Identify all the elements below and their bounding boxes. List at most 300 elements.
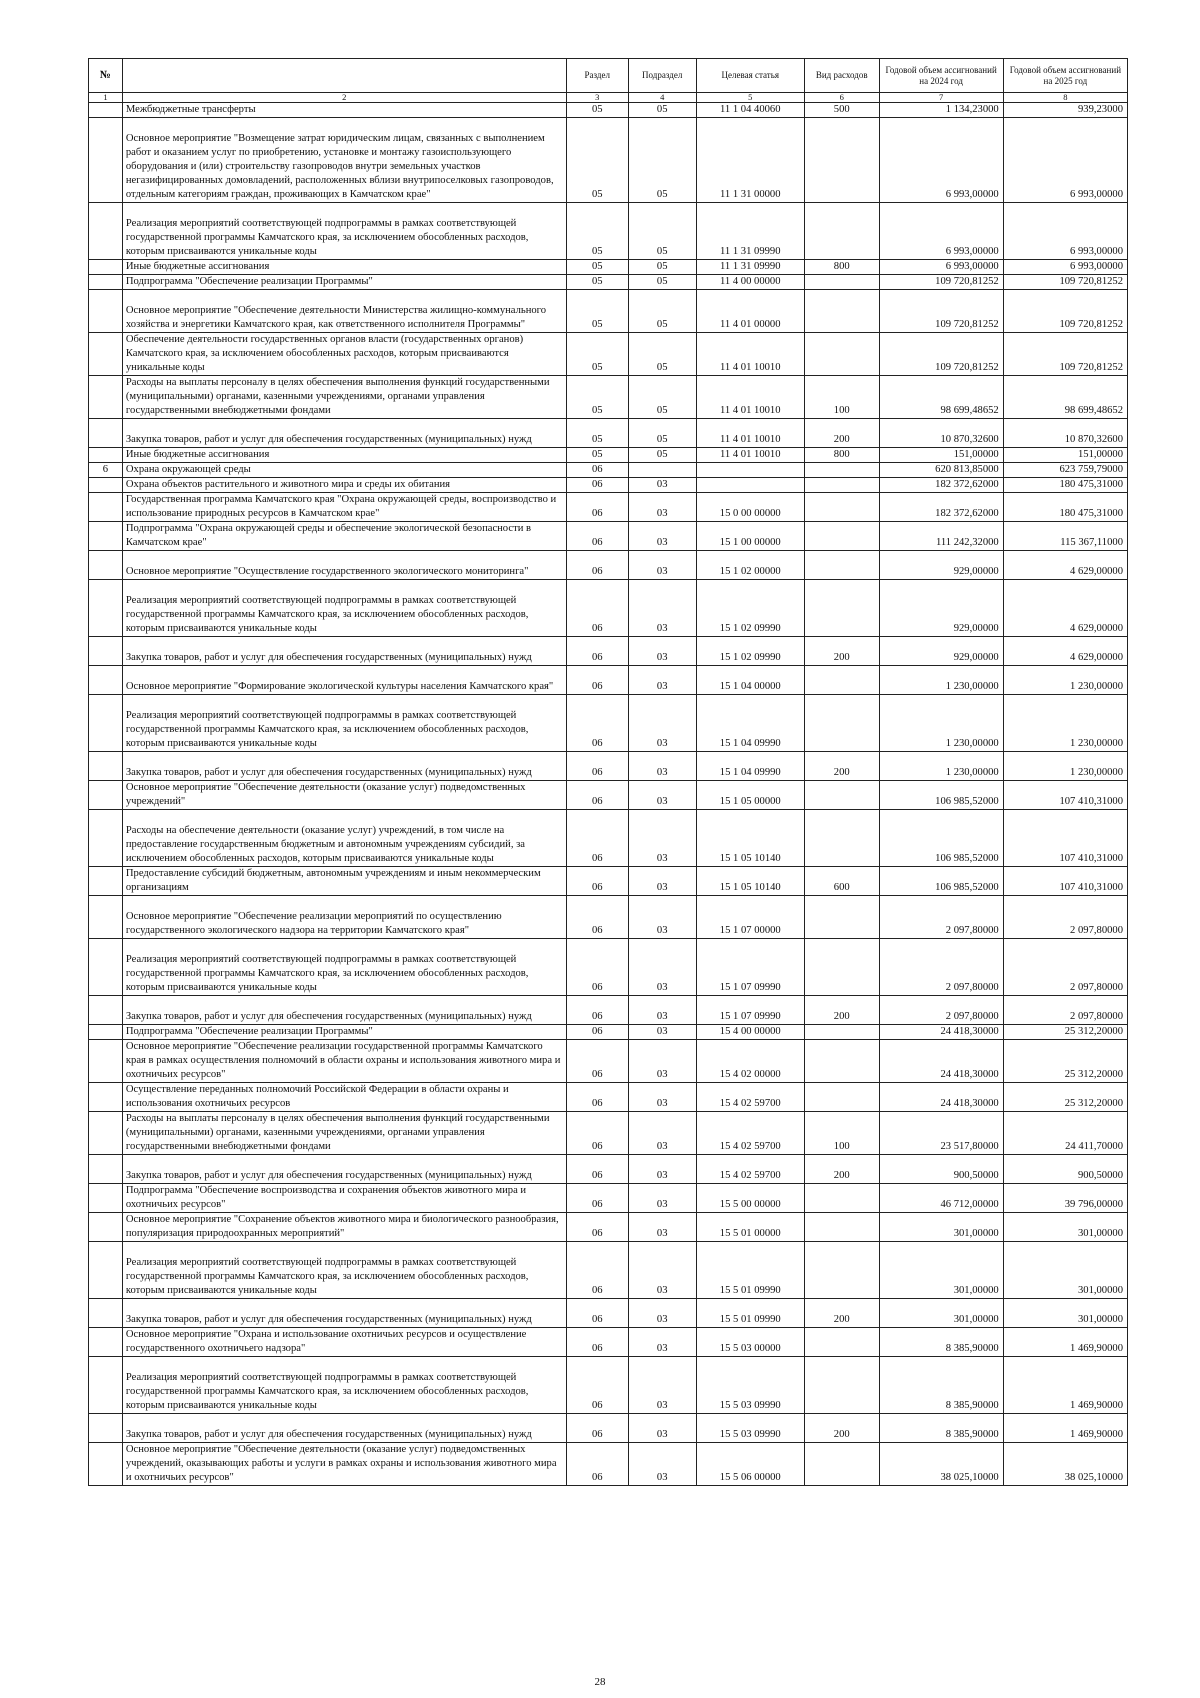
cell-2024: 6 993,00000 <box>879 260 1003 275</box>
cell-podrazdel: 05 <box>628 333 696 376</box>
column-index: 7 <box>879 93 1003 103</box>
cell-podrazdel: 03 <box>628 1184 696 1213</box>
cell-number <box>89 1112 123 1155</box>
cell-vid: 100 <box>804 1112 879 1155</box>
cell-number <box>89 1083 123 1112</box>
table-row <box>89 1443 1128 1486</box>
cell-statya: 15 0 00 00000 <box>696 493 804 522</box>
cell-number <box>89 1025 123 1040</box>
cell-number <box>89 290 123 333</box>
cell-2024: 106 985,52000 <box>879 810 1003 867</box>
cell-statya: 15 5 00 00000 <box>696 1184 804 1213</box>
cell-2024: 2 097,80000 <box>879 896 1003 939</box>
cell-2024: 301,00000 <box>879 1213 1003 1242</box>
cell-statya <box>696 463 804 478</box>
table-row <box>89 275 1128 290</box>
cell-2025: 25 312,20000 <box>1003 1040 1127 1083</box>
cell-vid: 200 <box>804 1414 879 1443</box>
cell-name: Межбюджетные трансферты <box>122 103 566 118</box>
table-row <box>89 493 1128 522</box>
table-row <box>89 1242 1128 1299</box>
cell-2024: 6 993,00000 <box>879 203 1003 260</box>
header-podrazdel: Подраздел <box>628 59 696 93</box>
cell-vid <box>804 580 879 637</box>
table-row <box>89 896 1128 939</box>
cell-2024: 151,00000 <box>879 448 1003 463</box>
cell-statya: 15 5 03 09990 <box>696 1414 804 1443</box>
table-row <box>89 1040 1128 1083</box>
cell-razdel: 06 <box>566 1083 628 1112</box>
cell-podrazdel: 05 <box>628 103 696 118</box>
table-row <box>89 419 1128 448</box>
cell-statya: 15 4 02 59700 <box>696 1155 804 1184</box>
cell-statya: 15 5 01 09990 <box>696 1299 804 1328</box>
cell-number <box>89 1040 123 1083</box>
cell-vid <box>804 1443 879 1486</box>
cell-2024: 1 230,00000 <box>879 752 1003 781</box>
cell-statya: 15 5 01 00000 <box>696 1213 804 1242</box>
cell-2025: 4 629,00000 <box>1003 580 1127 637</box>
cell-2024: 2 097,80000 <box>879 996 1003 1025</box>
cell-2025: 180 475,31000 <box>1003 478 1127 493</box>
cell-podrazdel: 03 <box>628 1025 696 1040</box>
cell-statya: 15 1 02 09990 <box>696 637 804 666</box>
table-row <box>89 118 1128 203</box>
cell-2025: 2 097,80000 <box>1003 939 1127 996</box>
cell-name: Иные бюджетные ассигнования <box>122 260 566 275</box>
table-row <box>89 1155 1128 1184</box>
cell-2024: 24 418,30000 <box>879 1040 1003 1083</box>
cell-statya: 15 4 02 59700 <box>696 1083 804 1112</box>
cell-podrazdel: 05 <box>628 419 696 448</box>
cell-razdel: 06 <box>566 463 628 478</box>
budget-table <box>88 58 1128 1486</box>
cell-number <box>89 203 123 260</box>
cell-2025: 2 097,80000 <box>1003 896 1127 939</box>
cell-name: Основное мероприятие "Сохранение объектов животного мира и биологического разнообразия, популяризация природоохранных мероприятий" <box>122 1213 566 1242</box>
cell-vid <box>804 781 879 810</box>
cell-razdel: 06 <box>566 1299 628 1328</box>
cell-podrazdel: 03 <box>628 867 696 896</box>
cell-number <box>89 103 123 118</box>
cell-statya: 15 5 01 09990 <box>696 1242 804 1299</box>
cell-name: Подпрограмма "Обеспечение реализации Программы" <box>122 1025 566 1040</box>
cell-2024: 111 242,32000 <box>879 522 1003 551</box>
cell-statya: 11 1 31 00000 <box>696 118 804 203</box>
cell-name: Расходы на выплаты персоналу в целях обеспечения выполнения функций государственными (муниципальными) органами, казенными учреждениями, органами управления государственными внебюджетными фондами <box>122 376 566 419</box>
cell-razdel: 05 <box>566 203 628 260</box>
cell-name: Закупка товаров, работ и услуг для обеспечения государственных (муниципальных) нужд <box>122 1299 566 1328</box>
cell-razdel: 06 <box>566 867 628 896</box>
table-row <box>89 1025 1128 1040</box>
cell-2024: 10 870,32600 <box>879 419 1003 448</box>
cell-name: Закупка товаров, работ и услуг для обеспечения государственных (муниципальных) нужд <box>122 752 566 781</box>
cell-number <box>89 522 123 551</box>
cell-number <box>89 810 123 867</box>
cell-name: Охрана окружающей среды <box>122 463 566 478</box>
table-row <box>89 448 1128 463</box>
cell-vid <box>804 1213 879 1242</box>
cell-razdel: 06 <box>566 939 628 996</box>
cell-vid: 600 <box>804 867 879 896</box>
cell-podrazdel: 03 <box>628 1414 696 1443</box>
cell-razdel: 06 <box>566 1242 628 1299</box>
cell-vid <box>804 1040 879 1083</box>
cell-number <box>89 695 123 752</box>
cell-2025: 1 469,90000 <box>1003 1328 1127 1357</box>
cell-number <box>89 896 123 939</box>
cell-2024: 929,00000 <box>879 637 1003 666</box>
cell-name: Закупка товаров, работ и услуг для обеспечения государственных (муниципальных) нужд <box>122 1155 566 1184</box>
cell-name: Основное мероприятие "Возмещение затрат юридическим лицам, связанных с выполнением работ и оказанием услуг по приобретению, установке и монтажу газоиспользующего оборудования и (или) строительству газопроводов внутри земельных участков негазифицированных домовладений, расположенных вблизи внутрипоселковых газопроводов, отдельным категориям граждан, проживающих в Камчатском крае" <box>122 118 566 203</box>
cell-podrazdel: 03 <box>628 637 696 666</box>
cell-2025: 6 993,00000 <box>1003 203 1127 260</box>
cell-2025: 4 629,00000 <box>1003 637 1127 666</box>
cell-2024: 929,00000 <box>879 551 1003 580</box>
cell-vid <box>804 493 879 522</box>
cell-razdel: 06 <box>566 1040 628 1083</box>
page-number: 28 <box>594 1676 606 1688</box>
cell-name: Реализация мероприятий соответствующей подпрограммы в рамках соответствующей государственной программы Камчатского края, за исключением обособленных расходов, которым присваиваются уникальные коды <box>122 580 566 637</box>
cell-number <box>89 1328 123 1357</box>
cell-2025: 1 469,90000 <box>1003 1357 1127 1414</box>
cell-2025: 2 097,80000 <box>1003 996 1127 1025</box>
cell-razdel: 05 <box>566 333 628 376</box>
cell-2025: 25 312,20000 <box>1003 1025 1127 1040</box>
cell-statya: 15 1 00 00000 <box>696 522 804 551</box>
table-row <box>89 867 1128 896</box>
cell-razdel: 05 <box>566 376 628 419</box>
cell-name: Реализация мероприятий соответствующей подпрограммы в рамках соответствующей государственной программы Камчатского края, за исключением обособленных расходов, которым присваиваются уникальные коды <box>122 203 566 260</box>
cell-2024: 8 385,90000 <box>879 1357 1003 1414</box>
cell-2024: 6 993,00000 <box>879 118 1003 203</box>
cell-vid: 100 <box>804 376 879 419</box>
cell-2025: 1 230,00000 <box>1003 752 1127 781</box>
cell-2025: 4 629,00000 <box>1003 551 1127 580</box>
cell-vid: 800 <box>804 260 879 275</box>
cell-statya: 15 1 04 00000 <box>696 666 804 695</box>
cell-name: Реализация мероприятий соответствующей подпрограммы в рамках соответствующей государственной программы Камчатского края, за исключением обособленных расходов, которым присваиваются уникальные коды <box>122 695 566 752</box>
cell-number <box>89 1443 123 1486</box>
cell-razdel: 05 <box>566 290 628 333</box>
cell-podrazdel: 03 <box>628 752 696 781</box>
cell-podrazdel: 03 <box>628 1083 696 1112</box>
cell-2025: 107 410,31000 <box>1003 867 1127 896</box>
cell-number <box>89 1242 123 1299</box>
cell-2025: 98 699,48652 <box>1003 376 1127 419</box>
cell-name: Основное мероприятие "Формирование экологической культуры населения Камчатского края" <box>122 666 566 695</box>
cell-vid <box>804 463 879 478</box>
cell-statya: 11 1 31 09990 <box>696 203 804 260</box>
header-vid: Вид расходов <box>804 59 879 93</box>
cell-vid: 800 <box>804 448 879 463</box>
cell-name: Реализация мероприятий соответствующей подпрограммы в рамках соответствующей государственной программы Камчатского края, за исключением обособленных расходов, которым присваиваются уникальные коды <box>122 1242 566 1299</box>
table-row <box>89 1083 1128 1112</box>
cell-name: Подпрограмма "Охрана окружающей среды и обеспечение экологической безопасности в Камчатском крае" <box>122 522 566 551</box>
table-row <box>89 478 1128 493</box>
cell-number <box>89 996 123 1025</box>
cell-2024: 1 230,00000 <box>879 666 1003 695</box>
cell-statya: 11 1 04 40060 <box>696 103 804 118</box>
cell-vid <box>804 1328 879 1357</box>
cell-statya: 11 4 01 10010 <box>696 333 804 376</box>
cell-statya: 15 1 07 09990 <box>696 996 804 1025</box>
cell-number <box>89 260 123 275</box>
cell-razdel: 06 <box>566 1112 628 1155</box>
cell-2024: 24 418,30000 <box>879 1083 1003 1112</box>
cell-statya: 15 1 04 09990 <box>696 695 804 752</box>
cell-number <box>89 551 123 580</box>
table-row <box>89 1414 1128 1443</box>
cell-vid <box>804 522 879 551</box>
cell-statya: 11 4 00 00000 <box>696 275 804 290</box>
cell-name: Осуществление переданных полномочий Российской Федерации в области охраны и использования охотничьих ресурсов <box>122 1083 566 1112</box>
cell-podrazdel: 03 <box>628 1357 696 1414</box>
cell-2024: 106 985,52000 <box>879 867 1003 896</box>
cell-name: Основное мероприятие "Обеспечение деятельности Министерства жилищно-коммунального хозяйства и энергетики Камчатского края, как ответственного исполнителя Программы" <box>122 290 566 333</box>
cell-statya: 15 5 06 00000 <box>696 1443 804 1486</box>
cell-name: Государственная программа Камчатского края "Охрана окружающей среды, воспроизводство и использование природных ресурсов в Камчатском крае" <box>122 493 566 522</box>
cell-statya: 11 4 01 10010 <box>696 448 804 463</box>
cell-podrazdel: 05 <box>628 448 696 463</box>
cell-razdel: 05 <box>566 275 628 290</box>
cell-2025: 1 469,90000 <box>1003 1414 1127 1443</box>
column-index: 2 <box>122 93 566 103</box>
cell-statya: 15 4 02 59700 <box>696 1112 804 1155</box>
cell-podrazdel: 05 <box>628 203 696 260</box>
cell-2024: 24 418,30000 <box>879 1025 1003 1040</box>
cell-vid <box>804 939 879 996</box>
cell-number <box>89 867 123 896</box>
cell-podrazdel: 03 <box>628 1299 696 1328</box>
table-row <box>89 376 1128 419</box>
cell-vid <box>804 551 879 580</box>
cell-2024: 1 134,23000 <box>879 103 1003 118</box>
cell-podrazdel: 05 <box>628 118 696 203</box>
cell-name: Основное мероприятие "Обеспечение деятельности (оказание услуг) подведомственных учреждений" <box>122 781 566 810</box>
cell-2025: 1 230,00000 <box>1003 695 1127 752</box>
cell-number <box>89 376 123 419</box>
cell-2025: 6 993,00000 <box>1003 118 1127 203</box>
cell-vid: 200 <box>804 419 879 448</box>
table-row <box>89 810 1128 867</box>
table-row <box>89 260 1128 275</box>
table-row <box>89 1357 1128 1414</box>
table-row <box>89 1184 1128 1213</box>
cell-2024: 182 372,62000 <box>879 493 1003 522</box>
cell-podrazdel: 03 <box>628 1213 696 1242</box>
cell-number <box>89 781 123 810</box>
cell-podrazdel: 03 <box>628 939 696 996</box>
table-row <box>89 551 1128 580</box>
cell-statya: 15 5 03 09990 <box>696 1357 804 1414</box>
cell-name: Основное мероприятие "Осуществление государственного экологического мониторинга" <box>122 551 566 580</box>
cell-name: Расходы на обеспечение деятельности (оказание услуг) учреждений, в том числе на предоставление государственным бюджетным и автономным учреждениям субсидий, за исключением обособленных расходов, которым присваиваются уникальные коды <box>122 810 566 867</box>
cell-razdel: 06 <box>566 1357 628 1414</box>
cell-vid <box>804 666 879 695</box>
cell-podrazdel: 03 <box>628 1328 696 1357</box>
cell-podrazdel: 03 <box>628 1155 696 1184</box>
cell-podrazdel: 03 <box>628 1040 696 1083</box>
cell-2025: 107 410,31000 <box>1003 810 1127 867</box>
cell-name: Основное мероприятие "Обеспечение реализации мероприятий по осуществлению государственного экологического надзора на территории Камчатского края" <box>122 896 566 939</box>
cell-vid <box>804 203 879 260</box>
cell-2024: 98 699,48652 <box>879 376 1003 419</box>
cell-podrazdel: 05 <box>628 275 696 290</box>
column-index: 6 <box>804 93 879 103</box>
table-row <box>89 290 1128 333</box>
cell-2024: 900,50000 <box>879 1155 1003 1184</box>
cell-vid <box>804 1025 879 1040</box>
table-header-row <box>89 59 1128 93</box>
table-row <box>89 996 1128 1025</box>
cell-razdel: 05 <box>566 260 628 275</box>
header-2024: Годовой объем ассигнований на 2024 год <box>879 59 1003 93</box>
cell-2025: 39 796,00000 <box>1003 1184 1127 1213</box>
cell-name: Предоставление субсидий бюджетным, автономным учреждениям и иным некоммерческим организациям <box>122 867 566 896</box>
cell-vid <box>804 333 879 376</box>
cell-vid <box>804 695 879 752</box>
cell-vid <box>804 896 879 939</box>
cell-razdel: 06 <box>566 1414 628 1443</box>
cell-2025: 107 410,31000 <box>1003 781 1127 810</box>
cell-podrazdel: 05 <box>628 290 696 333</box>
cell-podrazdel: 03 <box>628 551 696 580</box>
cell-2025: 109 720,81252 <box>1003 290 1127 333</box>
cell-podrazdel: 03 <box>628 996 696 1025</box>
header-number: № <box>89 59 123 93</box>
cell-razdel: 06 <box>566 1443 628 1486</box>
cell-number <box>89 752 123 781</box>
cell-razdel: 05 <box>566 118 628 203</box>
cell-2025: 301,00000 <box>1003 1242 1127 1299</box>
cell-2024: 2 097,80000 <box>879 939 1003 996</box>
cell-podrazdel: 03 <box>628 580 696 637</box>
cell-razdel: 06 <box>566 752 628 781</box>
cell-name: Иные бюджетные ассигнования <box>122 448 566 463</box>
cell-vid: 200 <box>804 996 879 1025</box>
cell-number <box>89 1213 123 1242</box>
cell-vid <box>804 810 879 867</box>
cell-number <box>89 1414 123 1443</box>
cell-2025: 25 312,20000 <box>1003 1083 1127 1112</box>
table-row <box>89 666 1128 695</box>
cell-2025: 180 475,31000 <box>1003 493 1127 522</box>
cell-2025: 10 870,32600 <box>1003 419 1127 448</box>
table-row <box>89 752 1128 781</box>
cell-name: Подпрограмма "Обеспечение воспроизводства и сохранения объектов животного мира и охотничьих ресурсов" <box>122 1184 566 1213</box>
cell-razdel: 06 <box>566 637 628 666</box>
cell-podrazdel: 03 <box>628 522 696 551</box>
cell-statya: 15 1 05 00000 <box>696 781 804 810</box>
cell-2024: 109 720,81252 <box>879 333 1003 376</box>
cell-razdel: 06 <box>566 695 628 752</box>
cell-statya: 15 1 02 09990 <box>696 580 804 637</box>
cell-razdel: 06 <box>566 810 628 867</box>
header-razdel: Раздел <box>566 59 628 93</box>
cell-podrazdel: 05 <box>628 260 696 275</box>
table-row <box>89 463 1128 478</box>
cell-number <box>89 1184 123 1213</box>
cell-number <box>89 939 123 996</box>
cell-number <box>89 637 123 666</box>
cell-podrazdel: 03 <box>628 666 696 695</box>
cell-number <box>89 275 123 290</box>
table-row <box>89 939 1128 996</box>
cell-razdel: 06 <box>566 522 628 551</box>
table-row <box>89 1328 1128 1357</box>
cell-podrazdel: 03 <box>628 478 696 493</box>
cell-podrazdel: 03 <box>628 1112 696 1155</box>
column-index: 8 <box>1003 93 1127 103</box>
cell-2024: 620 813,85000 <box>879 463 1003 478</box>
cell-number: 6 <box>89 463 123 478</box>
cell-statya: 11 4 01 10010 <box>696 376 804 419</box>
cell-vid <box>804 275 879 290</box>
cell-2025: 623 759,79000 <box>1003 463 1127 478</box>
cell-number <box>89 1155 123 1184</box>
cell-number <box>89 580 123 637</box>
table-row <box>89 695 1128 752</box>
column-index-row <box>89 93 1128 103</box>
cell-razdel: 06 <box>566 1184 628 1213</box>
header-2025: Годовой объем ассигнований на 2025 год <box>1003 59 1127 93</box>
table-body <box>89 103 1128 1486</box>
cell-name: Закупка товаров, работ и услуг для обеспечения государственных (муниципальных) нужд <box>122 637 566 666</box>
cell-razdel: 06 <box>566 1025 628 1040</box>
cell-razdel: 06 <box>566 1213 628 1242</box>
cell-razdel: 06 <box>566 551 628 580</box>
cell-statya: 15 1 07 00000 <box>696 896 804 939</box>
column-index: 3 <box>566 93 628 103</box>
cell-razdel: 06 <box>566 996 628 1025</box>
header-name <box>122 59 566 93</box>
cell-vid: 200 <box>804 752 879 781</box>
cell-razdel: 05 <box>566 419 628 448</box>
cell-podrazdel: 03 <box>628 1443 696 1486</box>
cell-2024: 23 517,80000 <box>879 1112 1003 1155</box>
cell-name: Закупка товаров, работ и услуг для обеспечения государственных (муниципальных) нужд <box>122 996 566 1025</box>
cell-statya: 15 1 05 10140 <box>696 867 804 896</box>
cell-number <box>89 666 123 695</box>
cell-2024: 8 385,90000 <box>879 1414 1003 1443</box>
table-row <box>89 1299 1128 1328</box>
cell-razdel: 05 <box>566 448 628 463</box>
cell-2025: 900,50000 <box>1003 1155 1127 1184</box>
cell-name: Закупка товаров, работ и услуг для обеспечения государственных (муниципальных) нужд <box>122 419 566 448</box>
cell-2024: 301,00000 <box>879 1299 1003 1328</box>
cell-razdel: 06 <box>566 781 628 810</box>
header-statya: Целевая статья <box>696 59 804 93</box>
cell-razdel: 06 <box>566 896 628 939</box>
cell-vid: 200 <box>804 1299 879 1328</box>
cell-podrazdel: 03 <box>628 810 696 867</box>
cell-statya: 15 5 03 00000 <box>696 1328 804 1357</box>
cell-podrazdel: 03 <box>628 695 696 752</box>
cell-razdel: 06 <box>566 1155 628 1184</box>
table-row <box>89 580 1128 637</box>
column-index: 4 <box>628 93 696 103</box>
cell-statya: 15 1 04 09990 <box>696 752 804 781</box>
cell-number <box>89 419 123 448</box>
cell-2024: 182 372,62000 <box>879 478 1003 493</box>
cell-2024: 109 720,81252 <box>879 275 1003 290</box>
cell-podrazdel: 05 <box>628 376 696 419</box>
cell-podrazdel: 03 <box>628 896 696 939</box>
cell-name: Расходы на выплаты персоналу в целях обеспечения выполнения функций государственными (муниципальными) органами, казенными учреждениями, органами управления государственными внебюджетными фондами <box>122 1112 566 1155</box>
cell-statya: 15 1 07 09990 <box>696 939 804 996</box>
cell-2024: 1 230,00000 <box>879 695 1003 752</box>
